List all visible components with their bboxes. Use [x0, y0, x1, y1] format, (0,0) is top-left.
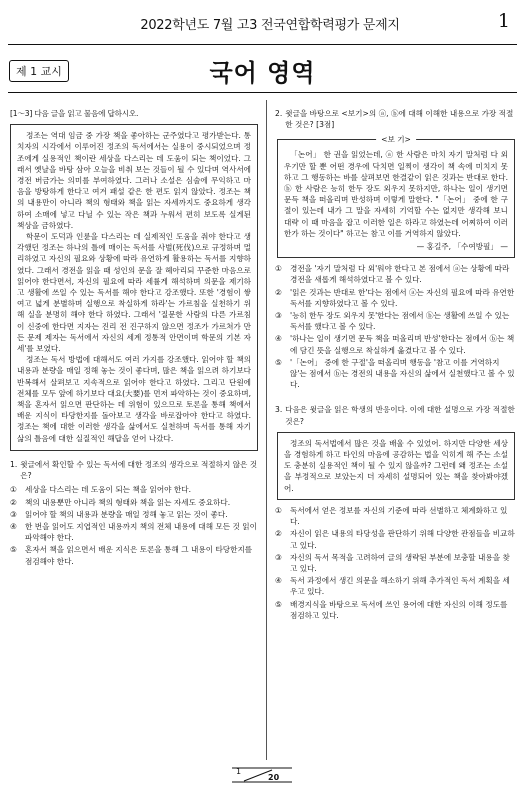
- question-3: [275, 404, 515, 620]
- option-marker: ③: [10, 509, 17, 519]
- option-marker: ④: [275, 334, 282, 344]
- header-rule-bottom: [8, 92, 517, 93]
- question-2: [275, 108, 515, 390]
- option-marker: ②: [275, 287, 282, 297]
- option-text: '읽은 것과는 반대로 한'다는 점에서 ⓐ는 자신의 필요에 따라 유연한 독서를 지향하였다고 볼 수 있다.: [290, 287, 515, 308]
- option-text: 책의 내용뿐만 아니라 책의 형태와 책을 읽는 자세도 중요하다.: [25, 497, 231, 507]
- header-rule: [8, 44, 517, 45]
- column-divider: [266, 100, 267, 760]
- question-number: 2.: [275, 109, 283, 118]
- answer-option[interactable]: [275, 552, 515, 574]
- question-stem: [275, 404, 515, 426]
- student-response-box: 정조의 독서법에서 많은 것을 배울 수 있었어. 하지만 다양한 세상을 경험하게 하고 타인의 마음에 공감하는 법을 익히게 해 주는 소설도 충분히 실용적인 책이 될 수 있지 않을까? 그런데 왜 정조는 소설을 부정적으로 보았는지 더 자세히 설명되어 있는 책을 찾아봐야겠어.: [277, 432, 515, 500]
- option-text: 읽어야 할 책의 내용과 분량을 매일 정해 놓고 읽는 것이 좋다.: [25, 509, 228, 519]
- question-text: 다음은 윗글을 읽은 학생의 반응이다. 이에 대한 설명으로 가장 적절한 것은?: [285, 405, 515, 426]
- total-pages: 20: [268, 773, 280, 782]
- passage-paragraph: 정조는 역대 임금 중 가장 책을 좋아하는 군주였다고 평가받는다. 통치자의 시각에서 이루어진 정조의 독서에서는 실용이 중시되었으며 정조에게 실용적인 책이란 세상을 다스리는 데 도움이 되는 책이었다. 그래서 옛날을 바탕 삼아 오늘을 비춰 보는 것들이 될 수 있다며 역사서에 경전 버금가는 의미를 부여하였다. 그러나 소설은 심술에 무익하고 마음을 방탕하게 한다고 여겨 패설 같은 한 편도 읽지 않았다. 정조는 책의 내용만이 아니라 책의 형태와 책을 읽는 자세까지도 중요하게 생각하여 소매에 넣고 다닐 수 있는 작은 책과 누워서 편히 보도록 실게된 책상을 금하였다.: [17, 131, 251, 230]
- option-marker: ⑤: [275, 599, 282, 609]
- question-text: 윗글에서 확인할 수 있는 독서에 대한 정조의 생각으로 적절하지 않은 것은?: [20, 459, 258, 481]
- answer-option[interactable]: [275, 263, 515, 285]
- page-indicator: [232, 767, 292, 783]
- option-text: 독서에서 얻은 정보를 자신의 기준에 따라 선별하고 체계화하고 있다.: [290, 505, 508, 527]
- question-1: [10, 459, 258, 567]
- option-list: [10, 484, 258, 566]
- option-marker: ④: [275, 576, 282, 586]
- option-marker: ①: [275, 505, 282, 515]
- question-stem: [10, 459, 258, 481]
- answer-option[interactable]: [275, 333, 515, 355]
- option-text: '능히 한두 장도 외우지 못'한다는 점에서 ⓑ는 생활에 쓰일 수 있는 독서를 했다고 볼 수 있다.: [290, 311, 510, 332]
- option-text: 경전을 '자기 말처럼 다 외'워야 한다고 본 점에서 ⓐ는 상황에 따라 경전을 새롭게 해석하였다고 볼 수 있다.: [290, 264, 510, 285]
- answer-option[interactable]: [10, 521, 258, 543]
- bogi-source: — 홍길주, 「수여방필」 —: [416, 242, 508, 252]
- option-marker: ③: [275, 552, 282, 562]
- exam-title: 2022학년도 7월 고3 전국연합학력평가 문제지: [140, 18, 400, 33]
- reading-passage: [10, 124, 258, 451]
- option-marker: ⑤: [10, 545, 17, 555]
- passage-paragraph: 정조는 독서 방법에 대해서도 여러 가지를 강조했다. 읽어야 할 책의 내용과 분량을 매일 정해 놓는 것이 좋다며, 많은 책을 읽으려 하기보다 반복해서 살펴보고 지속적으로 읽어야 한다고 하였다. 그리고 단원에 전체를 모두 앞에 하기보다 대요(大要)를 먼저 파악하는 것이 중요하며, 책을 혼자서 읽으면 판단하는 데 위험이 있으므로 토론을 통해 책에서 배운 지식이 타당한지를 돌아보고 생각을 바로잡아야 한다고 하였다. 정조는 책에 대한 이러한 생각을 삶에서도 실천하며 독서를 통해 자기 삶의 틀음에 대한 실질적인 해답을 얻어 나갔다.: [17, 355, 251, 443]
- question-number: 1.: [10, 459, 18, 469]
- answer-option[interactable]: [275, 310, 515, 332]
- session-badge: 제 1 교시: [9, 60, 69, 82]
- option-text: 세상을 다스리는 데 도움이 되는 책을 읽어야 한다.: [25, 485, 192, 495]
- option-list: [275, 505, 515, 621]
- option-text: '하나는 일이 생기면 문득 책을 떠올리며 반성'한다는 점에서 ⓑ는 책에 담긴 뜻을 실행으로 착실하게 옮겼다고 볼 수 있다.: [290, 334, 515, 355]
- bogi-label: <보 기>: [376, 134, 416, 145]
- option-marker: ④: [10, 521, 17, 531]
- answer-option[interactable]: [275, 357, 515, 391]
- left-column: [10, 108, 258, 567]
- question-stem: [275, 108, 515, 130]
- option-text: '「논어」 중에 한 구절'을 떠올리며 행동을 '참고 이를 거역하지 않'는 점에서 ⓑ는 경전의 내용을 자신의 삶에서 실천했다고 볼 수 있다.: [290, 357, 515, 390]
- option-marker: ②: [275, 529, 282, 539]
- answer-option[interactable]: [10, 497, 258, 508]
- option-marker: ②: [10, 497, 17, 507]
- subject-title: 국어 영역: [209, 59, 316, 87]
- option-marker: ⑤: [275, 357, 282, 367]
- option-marker: ①: [275, 264, 282, 274]
- answer-option[interactable]: [10, 509, 258, 520]
- option-marker: ①: [10, 485, 17, 495]
- passage-instruction: [1～3] 다음 글을 읽고 물음에 답하시오.: [10, 109, 139, 118]
- passage-paragraph: 학문이 도덕과 인륜을 다스리는 데 실제적인 도움을 줘야 한다고 생각했던 정조는 하나의 틀에 매이는 독서를 사벌(死伐)으로 규정하며 멀리하였고 자신의 필요와 상황에 따라 유연하게 활용하는 독서를 지향하였다. 그래서 경전을 읽을 때 성인의 문을 잘 헤아리되 꾸준한 마음으로 읽어야 한다면서, 자신의 필요에 따라 세률게 해석하며 의문을 제기하고 생활에 쓰일 수 있는 독서를 해야 한다고 강조했다. 또한 '경험이 쌓여고 넓게 분별하며 실행으로 착실하게 하라'는 가르침을 실천하기 위해 실을 분명히 해야 한다 하였다. 그래서 '질문한 사람의 다른 가르침이 신중에 한다면 지자는 진리 전 진구하지 않으면 정조가 가르쳐가 만든 문제 제자는 독서에서 자신의 세계 정통적 안면이며 학문의 기본 자세'를 보였다.: [17, 232, 251, 354]
- option-list: [275, 263, 515, 390]
- question-text: 윗글을 바탕으로 <보기>의 ⓐ, ⓑ에 대해 이해한 내용으로 가장 적절한 것은? [3점]: [285, 109, 514, 130]
- answer-option[interactable]: [275, 575, 515, 597]
- page-number: 1: [497, 10, 510, 32]
- option-text: 혼자서 책을 읽으면서 배운 지식은 토론을 통해 그 내용이 타당한지를 점검해야 한다.: [25, 545, 253, 566]
- option-marker: ③: [275, 311, 282, 321]
- option-text: 한 번을 읽어도 지엽적인 내용까지 책의 전체 내용에 대해 모든 것 읽이 파악해야 한다.: [25, 521, 257, 543]
- answer-option[interactable]: [275, 599, 515, 621]
- current-page: 1: [236, 767, 242, 776]
- option-text: 배경지식을 바탕으로 독서에 쓰인 용어에 대한 자신의 이해 정도를 점검하고 있다.: [290, 599, 508, 620]
- answer-option[interactable]: [10, 544, 258, 566]
- option-text: 자신이 읽은 내용의 타당성을 판단하기 위해 다양한 관점들을 비교하고 있다.: [290, 529, 515, 550]
- bogi-text: 「논어」 한 권을 읽었는데, ⓐ 한 사람은 마치 자기 말처럼 다 외우기만 할 뿐 어떤 경우에 닥치면 일찍이 생각이 책 속에 미치지 못하고 그 행동하는 바를 살펴보면 한결같이 읽은 것과는 반대로 한다. ⓑ 한 사람은 능히 한두 장도 외우지 못하지만, 하나는 일이 생기면 문득 책을 떠올리며 반성하며 이렇게 말한다. "「논어」 중에 한 구절이 있는데 내가 그 말을 자세히 기억할 수는 없지만 생각해 보니 대략 이 때 마음을 잡고 이러한 일은 하라고 하였는데 어찌하여 이러한가 하는 것이다" 하고는 참고 이를 거역하지 않았다.: [284, 150, 508, 238]
- option-text: 자신의 독서 목적을 고려하여 글의 생략된 부분에 보충할 내용을 찾고 있다.: [290, 552, 510, 573]
- right-column: [275, 108, 515, 621]
- answer-option[interactable]: [275, 287, 515, 309]
- bogi-box: [277, 135, 515, 258]
- option-text: 독서 과정에서 생긴 의문을 해소하기 위해 추가적인 독서 계획을 세우고 있다.: [290, 576, 510, 597]
- question-number: 3.: [275, 405, 283, 415]
- answer-option[interactable]: [275, 528, 515, 550]
- answer-option[interactable]: [275, 505, 515, 527]
- answer-option[interactable]: [10, 484, 258, 495]
